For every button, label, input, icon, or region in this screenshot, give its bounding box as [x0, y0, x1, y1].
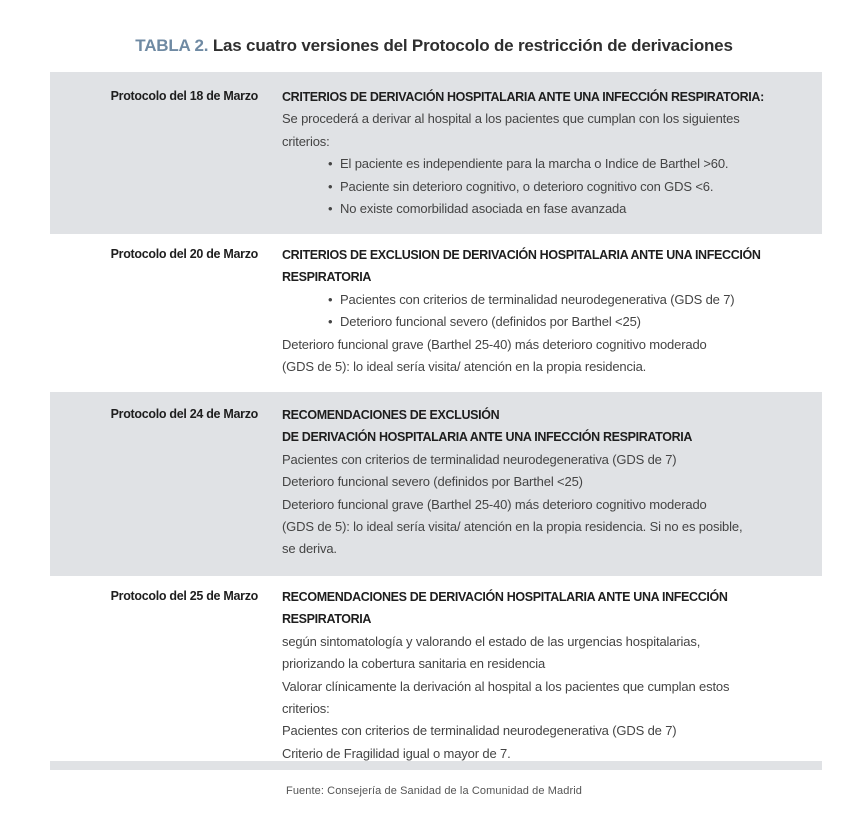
row-label: Protocolo del 20 de Marzo	[110, 247, 258, 261]
row-text-line: se deriva.	[282, 541, 337, 557]
protocol-table	[50, 72, 822, 761]
bullet-item: • No existe comorbilidad asociada en fase avanzada	[282, 198, 814, 220]
row-text-line: (GDS de 5): lo ideal sería visita/ atención en la propia residencia.	[282, 359, 647, 375]
protocol-row-24-marzo	[50, 392, 822, 576]
row-text-line: criterios:	[282, 133, 330, 149]
row-label: Protocolo del 18 de Marzo	[110, 89, 258, 103]
row-text-line: Pacientes con criterios de terminalidad neurodegenerativa (GDS de 7)	[282, 451, 677, 467]
row-text-line: Valorar clínicamente la derivación al hospital a los pacientes que cumplan estos	[282, 678, 730, 694]
row-content	[282, 244, 814, 378]
protocol-row-25-marzo	[50, 576, 822, 761]
row-heading: RESPIRATORIA	[282, 612, 372, 627]
row-content	[282, 86, 814, 220]
source-note: Fuente: Consejería de Sanidad de la Comunidad de Madrid	[286, 785, 582, 797]
bullet-item: • El paciente es independiente para la marcha o Indice de Barthel >60.	[282, 153, 814, 175]
row-text-line: Pacientes con criterios de terminalidad neurodegenerativa (GDS de 7)	[282, 723, 677, 739]
bullet-item: • Deterioro funcional severo (definidos por Barthel <25)	[282, 311, 814, 333]
row-text-line: Deterioro funcional grave (Barthel 25-40) más deterioro cognitivo moderado	[282, 336, 707, 352]
row-text-line: Criterio de Fragilidad igual o mayor de 7.	[282, 745, 511, 761]
table-number: TABLA 2.	[135, 36, 209, 55]
row-heading: DE DERIVACIÓN HOSPITALARIA ANTE UNA INFECCIÓN RESPIRATORIA	[282, 430, 693, 445]
row-label: Protocolo del 25 de Marzo	[110, 589, 258, 603]
row-text-line: criterios:	[282, 701, 330, 717]
table-title-text: Las cuatro versiones del Protocolo de restricción de derivaciones	[212, 36, 733, 55]
row-text-line: priorizando la cobertura sanitaria en residencia	[282, 656, 546, 672]
protocol-row-20-marzo	[50, 234, 822, 392]
row-text-line: Se procederá a derivar al hospital a los pacientes que cumplan con los siguientes	[282, 111, 740, 127]
row-heading: RECOMENDACIONES DE DERIVACIÓN HOSPITALARIA ANTE UNA INFECCIÓN	[282, 590, 728, 604]
table-title	[0, 36, 868, 56]
row-text-line: según sintomatología y valorando el estado de las urgencias hospitalarias,	[282, 633, 701, 649]
table-bottom-bar	[50, 761, 822, 770]
bullet-item: • Paciente sin deterioro cognitivo, o deterioro cognitivo con GDS <6.	[282, 176, 814, 198]
row-label: Protocolo del 24 de Marzo	[110, 407, 258, 421]
protocol-row-18-marzo	[50, 72, 822, 234]
row-text-line: Deterioro funcional grave (Barthel 25-40) más deterioro cognitivo moderado	[282, 496, 707, 512]
row-heading: RESPIRATORIA	[282, 270, 372, 285]
row-content	[282, 404, 814, 561]
row-heading: RECOMENDACIONES DE EXCLUSIÓN	[282, 408, 500, 422]
bullet-item: • Pacientes con criterios de terminalidad neurodegenerativa (GDS de 7)	[282, 289, 814, 311]
row-text-line: (GDS de 5): lo ideal sería visita/ atención en la propia residencia. Si no es posible,	[282, 519, 743, 535]
row-content	[282, 586, 814, 765]
row-text-line: Deterioro funcional severo (definidos por Barthel <25)	[282, 474, 583, 490]
row-heading: CRITERIOS DE DERIVACIÓN HOSPITALARIA ANTE UNA INFECCIÓN RESPIRATORIA:	[282, 90, 764, 104]
row-heading: CRITERIOS DE EXCLUSION DE DERIVACIÓN HOSPITALARIA ANTE UNA INFECCIÓN	[282, 248, 761, 262]
